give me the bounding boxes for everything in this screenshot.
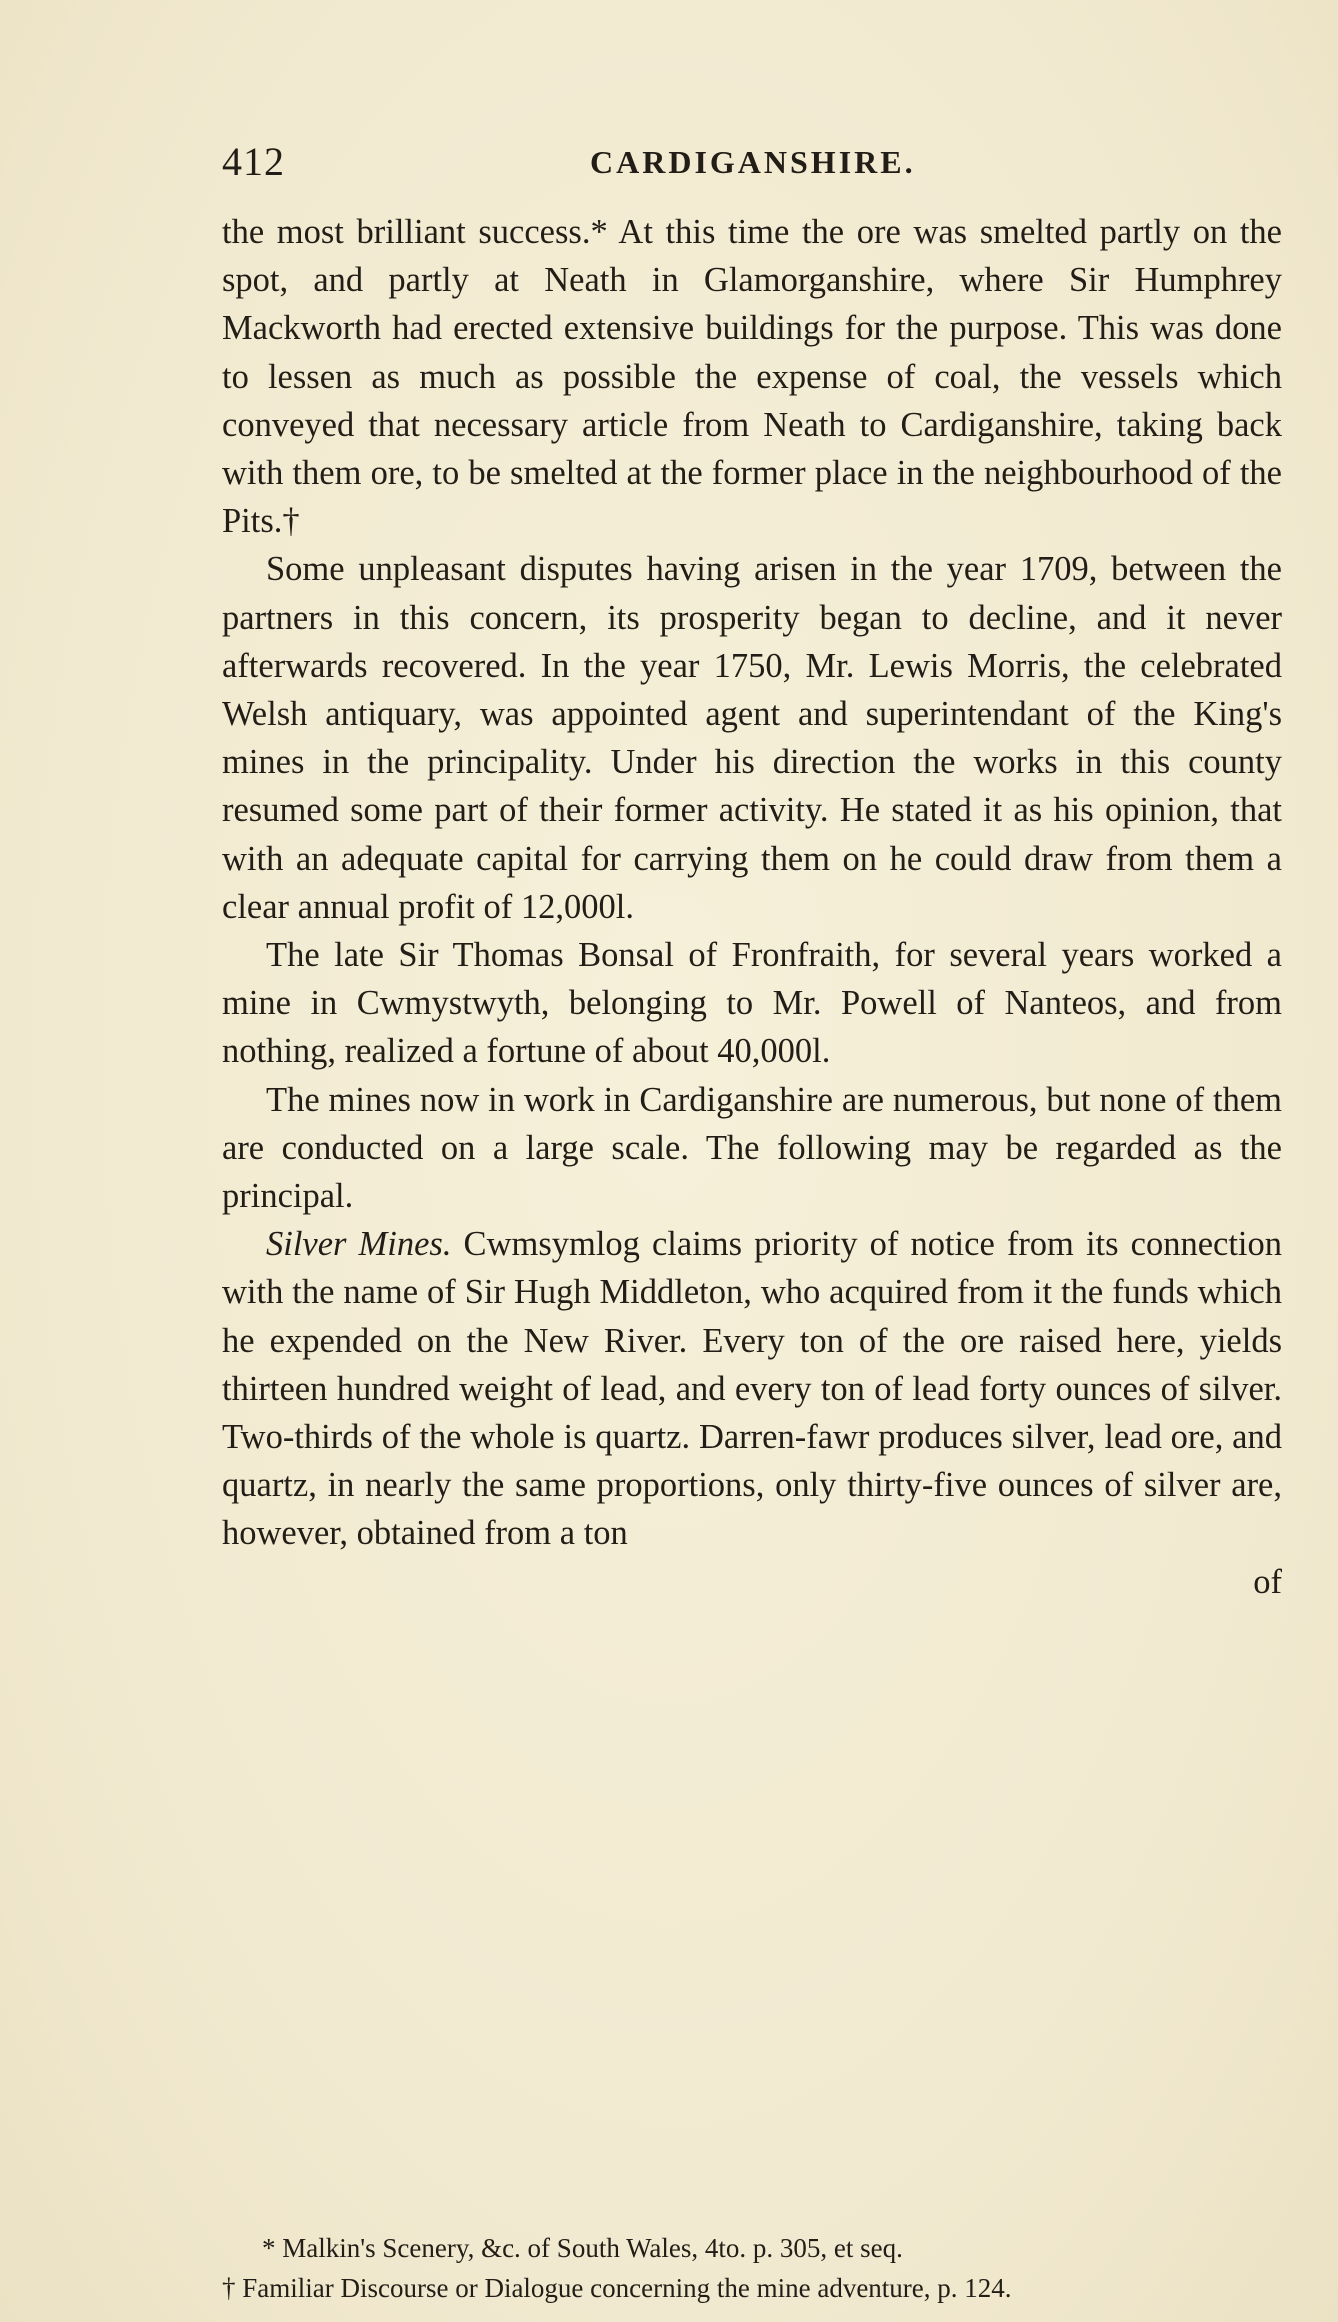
paragraph-4: The mines now in work in Cardiganshire are numerous, but none of them are conducted on a large scale. The following may be regarded as the principal.	[222, 1080, 1282, 1216]
paragraph-5-text: Cwmsymlog claims priority of notice from its connection with the name of Sir Hugh Middleton, who acquired from it the funds which he expended on the New River. Every ton of the ore raised here, yields thirteen hundred weight of lead, and every ton of lead forty ounces of silver. Two-thirds of the whole is quartz. Darren-fawr produces silver, lead ore, and quartz, in nearly the same proportions, only thirty-five ounces of silver are, however, obtained from a ton	[222, 1225, 1282, 1553]
section-sidehead: Silver Mines.	[266, 1225, 452, 1264]
page-number: 412	[222, 139, 285, 184]
paragraph-2: Some unpleasant disputes having arisen in the year 1709, between the partners in this concern, its prosperity began to decline, and it never afterwards recovered. In the year 1750, Mr. Lewis Morris, the celebrated Welsh antiquary, was appointed agent and superintendant of the King's mines in the principality. Under his direction the works in this county resumed some part of their former activity. He stated it as his opinion, that with an adequate capital for carrying them on he could draw from them a clear annual profit of 12,000l.	[222, 550, 1282, 926]
paragraph-3: The late Sir Thomas Bonsal of Fronfraith, for several years worked a mine in Cwmystwyth, belonging to Mr. Powell of Nanteos, and from nothing, realized a fortune of about 40,000l.	[222, 936, 1282, 1071]
paragraph-5	[222, 1220, 1282, 1557]
footnote-2: † Familiar Discourse or Dialogue concerning the mine adventure, p. 124.	[222, 2273, 1012, 2303]
running-head: CARDIGANSHIRE.	[590, 144, 916, 180]
catchword: of	[1253, 1562, 1282, 1601]
page-header	[222, 138, 1282, 188]
body-text	[222, 208, 1282, 1606]
footnote-1: * Malkin's Scenery, &c. of South Wales, 4to. p. 305, et seq.	[262, 2233, 903, 2263]
paragraph-1: the most brilliant success.* At this time the ore was smelted partly on the spot, and partly at Neath in Glamorganshire, where Sir Humphrey Mackworth had erected extensive buildings for the purpose. This was done to lessen as much as possible the expense of coal, the vessels which conveyed that necessary article from Neath to Cardiganshire, taking back with them ore, to be smelted at the former place in the neighbourhood of the Pits.†	[222, 213, 1282, 541]
footnotes	[222, 2228, 1282, 2308]
